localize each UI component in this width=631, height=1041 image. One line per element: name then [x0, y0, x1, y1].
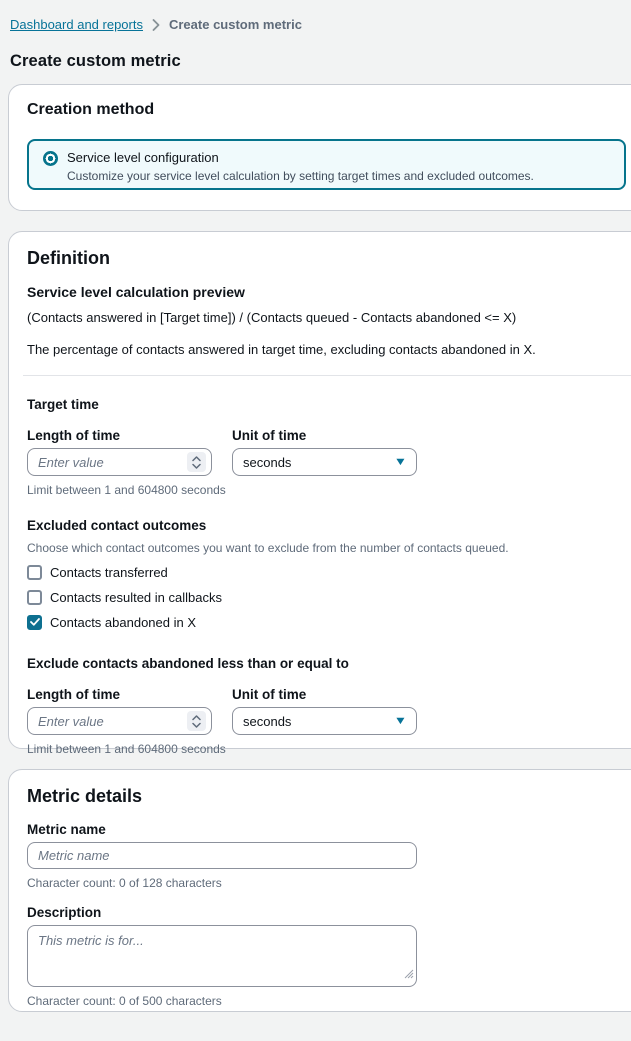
- radio-option-description: Customize your service level calculation by setting target times and excluded outcomes.: [67, 169, 534, 183]
- metric-details-card: [8, 769, 631, 1012]
- exclude-limit-helper: Limit between 1 and 604800 seconds: [27, 742, 226, 756]
- checkbox-label: Contacts transferred: [50, 564, 168, 580]
- target-unit-value: seconds: [243, 454, 292, 470]
- checkbox-row-contacts-callbacks[interactable]: [27, 589, 631, 605]
- checkbox-label: Contacts abandoned in X: [50, 614, 196, 630]
- radio-texts: [67, 149, 534, 184]
- exclude-length-stepper[interactable]: [187, 711, 206, 731]
- target-unit-label: Unit of time: [232, 428, 307, 443]
- target-unit-select[interactable]: [232, 448, 417, 476]
- excluded-outcomes-description: Choose which contact outcomes you want to exclude from the number of contacts queued.: [27, 541, 509, 555]
- breadcrumb-current: Create custom metric: [168, 17, 302, 32]
- exclude-unit-label: Unit of time: [232, 687, 307, 702]
- metric-name-input[interactable]: [27, 842, 417, 869]
- excluded-outcomes-heading: Excluded contact outcomes: [27, 518, 207, 533]
- exclude-length-input[interactable]: [38, 714, 187, 729]
- target-length-stepper[interactable]: [187, 452, 206, 472]
- service-level-configuration-tile[interactable]: [27, 139, 626, 190]
- exclude-unit-value: seconds: [243, 713, 292, 729]
- checkbox-row-contacts-transferred[interactable]: [27, 564, 631, 580]
- target-length-input[interactable]: [38, 455, 187, 470]
- metric-name-char-count: Character count: 0 of 128 characters: [27, 876, 222, 890]
- section-divider: [23, 375, 631, 376]
- checkbox-contacts-callbacks[interactable]: [27, 590, 42, 605]
- description-char-count: Character count: 0 of 500 characters: [27, 994, 222, 1008]
- calculation-description: The percentage of contacts answered in target time, excluding contacts abandoned in X.: [27, 342, 536, 357]
- checkbox-contacts-transferred[interactable]: [27, 565, 42, 580]
- checkbox-label: Contacts resulted in callbacks: [50, 589, 222, 605]
- page-title: Create custom metric: [10, 52, 181, 70]
- description-textarea[interactable]: [27, 925, 417, 987]
- metric-details-heading: Metric details: [27, 786, 143, 806]
- calculation-preview-heading: Service level calculation preview: [27, 284, 245, 300]
- excluded-outcomes-group: [27, 564, 631, 630]
- definition-heading: Definition: [27, 248, 110, 268]
- exclude-length-label: Length of time: [27, 687, 120, 702]
- creation-method-card: [8, 84, 631, 211]
- breadcrumb-chevron-icon: [152, 19, 160, 31]
- exclude-length-input-wrap: [27, 707, 212, 735]
- description-label: Description: [27, 905, 102, 920]
- dropdown-caret-icon: ▼: [393, 714, 408, 727]
- target-time-heading: Target time: [27, 397, 99, 412]
- definition-card: [8, 231, 631, 756]
- creation-method-heading: Creation method: [27, 101, 155, 118]
- target-length-input-wrap: [27, 448, 212, 476]
- target-length-label: Length of time: [27, 428, 120, 443]
- checkbox-contacts-abandoned[interactable]: [27, 615, 42, 630]
- calculation-formula: (Contacts answered in [Target time]) / (Contacts queued - Contacts abandoned <= X): [27, 310, 517, 325]
- radio-selected-icon[interactable]: [43, 151, 58, 166]
- metric-name-label: Metric name: [27, 822, 106, 837]
- exclude-time-heading: Exclude contacts abandoned less than or equal to: [27, 656, 349, 671]
- target-limit-helper: Limit between 1 and 604800 seconds: [27, 483, 226, 497]
- exclude-unit-select[interactable]: [232, 707, 417, 735]
- checkbox-row-contacts-abandoned[interactable]: [27, 614, 631, 630]
- breadcrumb-link-dashboard[interactable]: Dashboard and reports: [10, 17, 143, 32]
- dropdown-caret-icon: ▼: [393, 455, 408, 468]
- radio-option-label: Service level configuration: [67, 150, 219, 165]
- breadcrumb: [10, 17, 631, 33]
- page-header: [0, 0, 631, 71]
